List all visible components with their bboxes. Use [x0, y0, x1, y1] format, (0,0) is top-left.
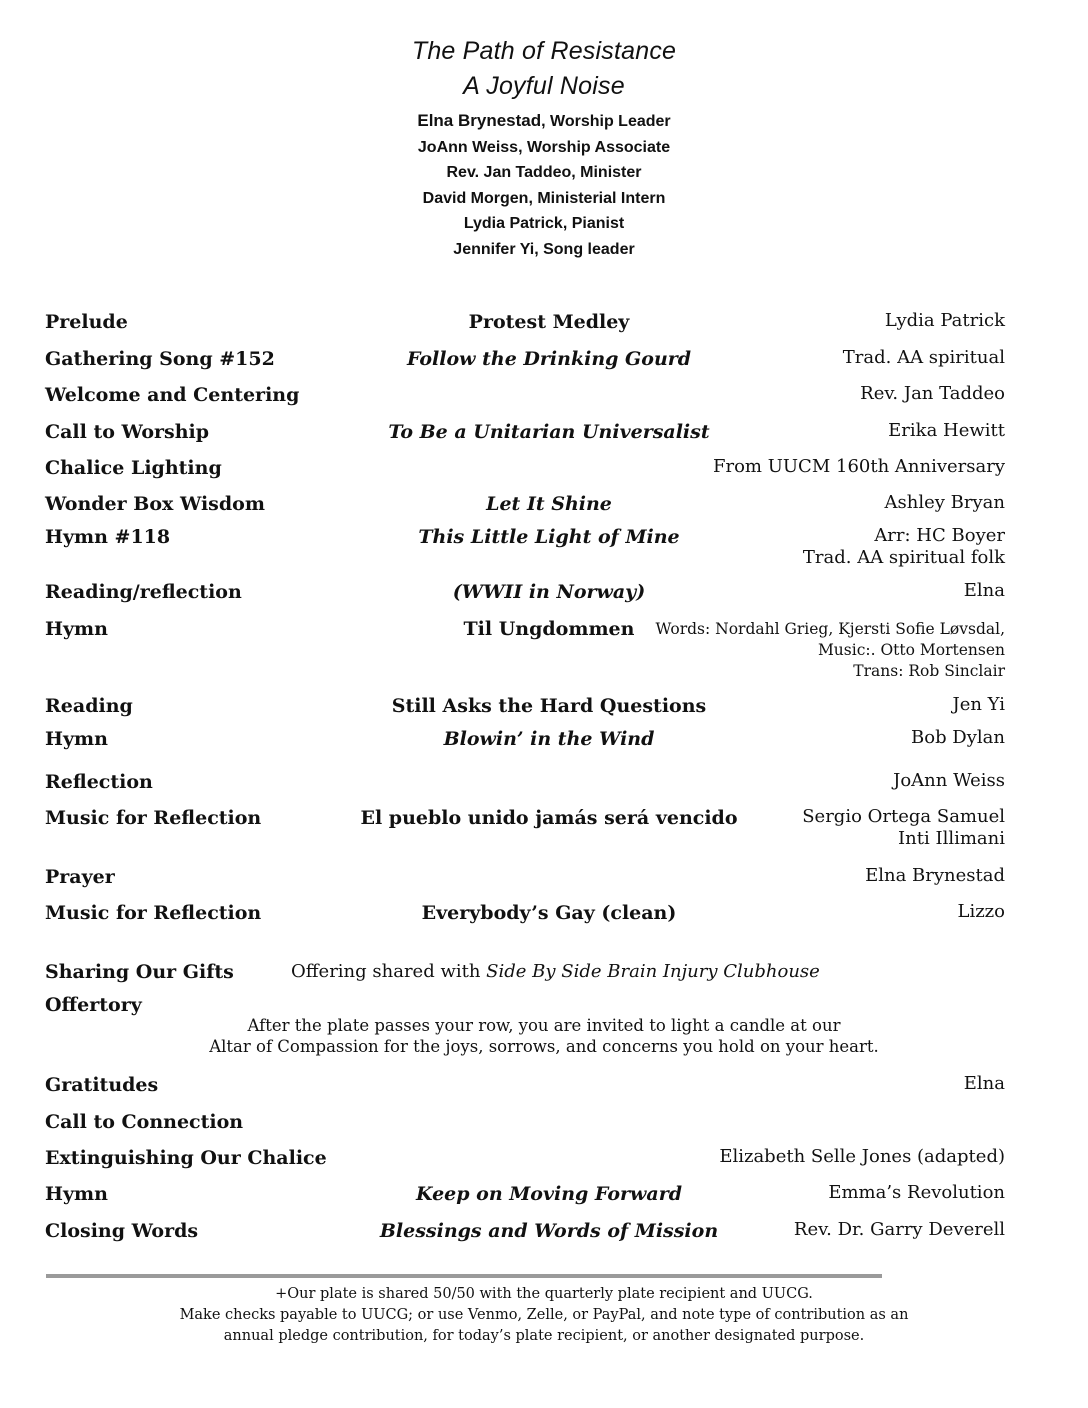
credit-line-2: Trad. AA spiritual folk [802, 547, 1005, 568]
credit-name: David Morgen [422, 189, 529, 207]
service-item-prelude [45, 310, 1005, 350]
offertory-note-line-1: After the plate passes your row, you are invited to light a candle at our [247, 1016, 841, 1035]
item-label: Extinguishing Our Chalice [45, 1147, 327, 1169]
service-subtitle: A Joyful Noise [463, 72, 625, 100]
service-item-reflection [45, 770, 1005, 810]
item-credit: Ashley Bryan [884, 492, 1005, 513]
credit-line [0, 160, 1088, 186]
offering-text-plain: Offering shared with [291, 961, 487, 982]
item-label: Hymn #118 [45, 526, 171, 548]
item-title: Let It Shine [486, 493, 612, 515]
item-label: Welcome and Centering [45, 384, 300, 406]
item-title: El pueblo unido jamás será vencido [360, 807, 738, 829]
item-credit: Trad. AA spiritual [842, 347, 1005, 368]
credit-line [0, 135, 1088, 161]
service-item-call-to-connection [45, 1110, 1005, 1150]
credit-role: , Worship Associate [518, 138, 671, 156]
credit-role: , Worship Leader [541, 113, 671, 130]
item-label: Reflection [45, 771, 153, 793]
credit-role: , Minister [571, 164, 642, 181]
item-credit: Elizabeth Selle Jones (adapted) [719, 1146, 1005, 1167]
service-credits [0, 108, 1088, 262]
item-credit: From UUCM 160th Anniversary [713, 456, 1005, 477]
item-credit: Erika Hewitt [888, 420, 1005, 441]
item-label: Call to Connection [45, 1111, 244, 1133]
item-label: Wonder Box Wisdom [45, 493, 265, 515]
credit-line-2: Inti Illimani [898, 828, 1005, 849]
item-label: Gathering Song #152 [45, 348, 275, 370]
service-item-prayer [45, 865, 1005, 905]
item-label: Gratitudes [45, 1074, 159, 1096]
footer-line-2: Make checks payable to UUCG; or use Venmo, Zelle, or PayPal, and note type of contribution as an [179, 1307, 909, 1323]
item-title: (WWII in Norway) [452, 581, 646, 603]
item-label: Reading [45, 695, 133, 717]
offering-recipient: Side By Side Brain Injury Clubhouse [486, 961, 820, 982]
item-credit [656, 619, 1005, 682]
offertory-note [0, 1015, 1088, 1057]
credit-line-3: Trans: Rob Sinclair [853, 662, 1005, 680]
footer-divider [46, 1274, 882, 1278]
service-item-music-reflection-2 [45, 901, 1005, 941]
service-item-call-to-worship [45, 420, 1005, 460]
item-title: Still Asks the Hard Questions [391, 695, 707, 717]
service-item-closing-words [45, 1219, 1005, 1259]
credit-line-2: Music:. Otto Mortensen [817, 641, 1005, 659]
item-title: Protest Medley [468, 311, 630, 333]
item-title: Follow the Drinking Gourd [406, 348, 692, 370]
service-item-reading-reflection [45, 580, 1005, 620]
credit-name: Elna Brynestad [417, 111, 542, 130]
credit-name: Lydia Patrick [463, 215, 563, 232]
item-label: Music for Reflection [45, 807, 262, 829]
credit-line-1: Arr: HC Boyer [874, 525, 1005, 546]
service-item-gratitudes [45, 1073, 1005, 1113]
item-credit [802, 806, 1005, 850]
item-credit: JoAnn Weiss [893, 770, 1005, 791]
item-label: Call to Worship [45, 421, 210, 443]
offertory-note-line-2: Altar of Compassion for the joys, sorrows, and concerns you hold on your heart. [209, 1037, 879, 1056]
item-title: Everybody’s Gay (clean) [421, 902, 677, 924]
program-header [0, 34, 1088, 262]
service-title: The Path of Resistance [411, 37, 677, 65]
item-label: Prayer [45, 866, 115, 888]
item-credit: Emma’s Revolution [828, 1182, 1005, 1203]
item-label: Chalice Lighting [45, 457, 222, 479]
item-label: Reading/reflection [45, 581, 242, 603]
credit-line [0, 237, 1088, 263]
item-title: Blessings and Words of Mission [379, 1220, 719, 1242]
item-credit: Lizzo [957, 901, 1005, 922]
service-item-music-reflection-1 [45, 806, 1005, 856]
service-item-welcome [45, 383, 1005, 423]
credit-role: , Song leader [534, 240, 635, 258]
credit-line [0, 186, 1088, 212]
item-title: Til Ungdommen [463, 618, 635, 640]
item-label: Prelude [45, 311, 128, 333]
item-title: This Little Light of Mine [418, 526, 680, 548]
item-credit: Lydia Patrick [884, 310, 1005, 331]
item-credit: Jen Yi [952, 694, 1005, 715]
offering-text [291, 960, 820, 984]
credit-name: Rev. Jan Taddeo [446, 164, 572, 181]
footer-line-1: +Our plate is shared 50/50 with the quarterly plate recipient and UUCG. [275, 1286, 813, 1302]
item-label: Hymn [45, 728, 108, 750]
item-label: Hymn [45, 618, 108, 640]
item-label: Sharing Our Gifts [45, 961, 234, 983]
item-title: Keep on Moving Forward [415, 1183, 683, 1205]
credit-name: JoAnn Weiss [417, 138, 519, 156]
item-credit [803, 525, 1005, 569]
item-credit: Rev. Jan Taddeo [860, 383, 1005, 404]
credit-role: , Pianist [562, 215, 625, 232]
item-label: Closing Words [45, 1220, 199, 1242]
item-title: To Be a Unitarian Universalist [388, 421, 710, 443]
service-item-gathering-song [45, 347, 1005, 387]
credit-line-1: Sergio Ortega Samuel [802, 806, 1005, 827]
service-item-hymn-til-ungdommen [45, 617, 1005, 683]
item-label: Hymn [45, 1183, 108, 1205]
service-item-extinguishing [45, 1146, 1005, 1186]
item-credit: Elna [963, 580, 1005, 601]
service-item-chalice-lighting [45, 456, 1005, 496]
item-credit: Bob Dylan [911, 727, 1005, 748]
credit-line-1: Words: Nordahl Grieg, Kjersti Sofie Løvsdal, [655, 620, 1005, 638]
service-item-closing-hymn [45, 1182, 1005, 1222]
item-credit: Rev. Dr. Garry Deverell [793, 1219, 1005, 1240]
item-label: Music for Reflection [45, 902, 262, 924]
footer-line-3: annual pledge contribution, for today’s plate recipient, or another designated purpose. [223, 1328, 865, 1344]
item-label: Offertory [45, 994, 142, 1016]
credit-role: , Ministerial Intern [528, 189, 666, 207]
item-credit: Elna [963, 1073, 1005, 1094]
service-item-hymn-blowin [45, 727, 1005, 767]
item-title: Blowin’ in the Wind [443, 728, 655, 750]
credit-name: Jennifer Yi [453, 240, 535, 258]
footer-note [0, 1284, 1088, 1347]
credit-line [0, 211, 1088, 237]
credit-line [0, 108, 1088, 135]
item-credit: Elna Brynestad [865, 865, 1005, 886]
service-item-hymn-118 [45, 525, 1005, 575]
